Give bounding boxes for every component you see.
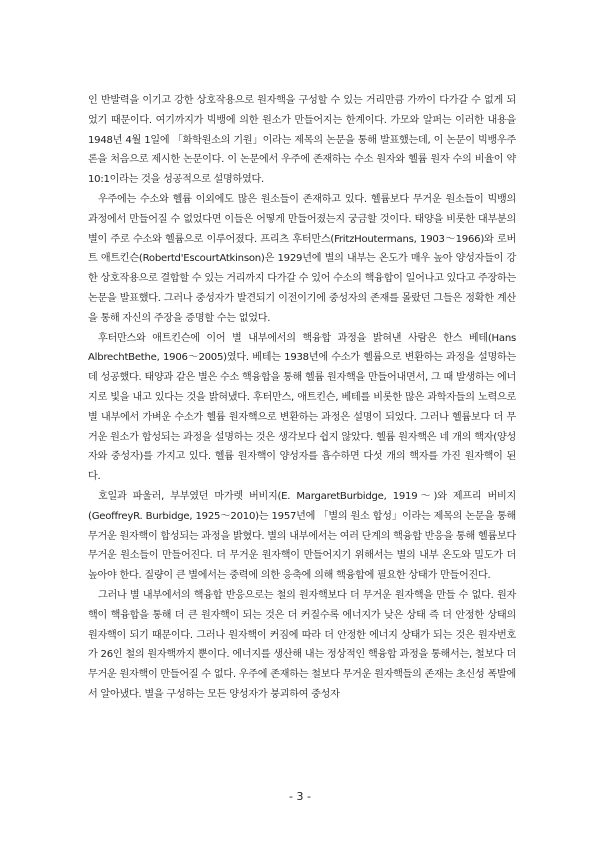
paragraph-3: 후터만스와 애트킨슨에 이어 별 내부에서의 핵융합 과정을 밝혀낸 사람은 한스 베테(Hans AlbrechtBethe, 1906～2005)였다. 베테는 1938년에 수소가 헬륨으로 변환하는 과정을 설명하는데 성공했다. 태양과 같은 별은 수소 핵융합을 통해 헬륨 원자핵을 만들어내면서, 그 때 발생하는 에너지로 빛을 내고 있다는 것을 밝혀냈다. 후터만스, 애트킨슨, 베테를 비롯한 많은 과학자들의 노력으로 별 내부에서 가벼운 수소가 헬륨 원자핵으로 변환하는 과정은 설명이 되었다. 그러나 헬륨보다 더 무거운 원소가 합성되는 과정을 설명하는 것은 생각보다 쉽지 않았다. 헬륨 원자핵은 네 개의 핵자(양성자와 중성자)를 가지고 있다. 헬륨 원자핵이 양성자를 흡수하면 다섯 개의 핵자를 가진 원자핵이 된다. <box>88 332 516 483</box>
document-body <box>88 91 516 705</box>
paragraph-5: 그러나 별 내부에서의 핵융합 반응으로는 철의 원자핵보다 더 무거운 원자핵을 만들 수 없다. 원자핵이 핵융합을 통해 더 큰 원자핵이 되는 것은 더 커질수록 에너지가 낮은 상태 즉 더 안정한 상태의 원자핵이 되기 때문이다. 그러나 원자핵이 커짐에 따라 더 안정한 에너지 상태가 되는 것은 원자번호가 26인 철의 원자핵까지 뿐이다. 에너지를 생산해 내는 정상적인 핵융합 과정을 통해서는, 철보다 더 무거운 원자핵이 만들어질 수 없다. 우주에 존재하는 철보다 무거운 원자핵들의 존재는 초신성 폭발에서 알아냈다. 별을 구성하는 모든 양성자가 붕괴하여 중성자 <box>88 589 516 700</box>
paragraph-2: 우주에는 수소와 헬륨 이외에도 많은 원소들이 존재하고 있다. 헬륨보다 무거운 원소들이 빅뱅의 과정에서 만들어질 수 없었다면 이들은 어떻게 만들어졌는지 궁금할 것이다. 태양을 비롯한 대부분의 별이 주로 수소와 헬륨으로 이루어졌다. 프리츠 후터만스(FritzHoutermans, 1903～1966)와 로버트 애트킨슨(Robertd'EscourtAtkinson)은 1929년에 별의 내부는 온도가 매우 높아 양성자들이 강한 상호작용으로 결합할 수 있는 거리까지 다가갈 수 있어 수소의 핵융합이 일어나고 있다고 주장하는 논문을 발표했다. 그러나 중성자가 발견되기 이전이기에 중성자의 존재를 몰랐던 그들은 정확한 계산을 통해 자신의 주장을 증명할 수는 없었다. <box>88 193 516 324</box>
page-number: - 3 - <box>289 790 311 803</box>
paragraph-1: 인 반발력을 이기고 강한 상호작용으로 원자핵을 구성할 수 있는 거리만큼 가까이 다가갈 수 없게 되었기 때문이다. 여기까지가 빅뱅에 의한 원소가 만들어지는 한계이다. 가모와 알퍼는 이러한 내용을 1948년 4월 1일에 「화학원소의 기원」이라는 제목의 논문을 통해 발표했는데, 이 논문이 빅뱅우주론을 처음으로 제시한 논문이다. 이 논문에서 우주에 존재하는 수소 원자와 헬륨 원자 수의 비율이 약 10:1이라는 것을 성공적으로 설명하였다. <box>88 95 516 186</box>
paragraph-4: 호일과 파울러, 부부였던 마가렛 버비지(E. MargaretBurbidge, 1919～)와 제프리 버비지(GeoffreyR. Burbidge, 1925～2010)는 1957년에 「별의 원소 합성」이라는 제목의 논문을 통해 무거운 원자핵이 합성되는 과정을 밝혔다. 별의 내부에서는 여러 단계의 핵융합 반응을 통해 헬륨보다 무거운 원소들이 만들어진다. 더 무거운 원자핵이 만들어지기 위해서는 별의 내부 온도와 밀도가 더 높아야 한다. 질량이 큰 별에서는 중력에 의한 응축에 의해 핵융합에 필요한 상태가 만들어진다. <box>88 490 516 582</box>
